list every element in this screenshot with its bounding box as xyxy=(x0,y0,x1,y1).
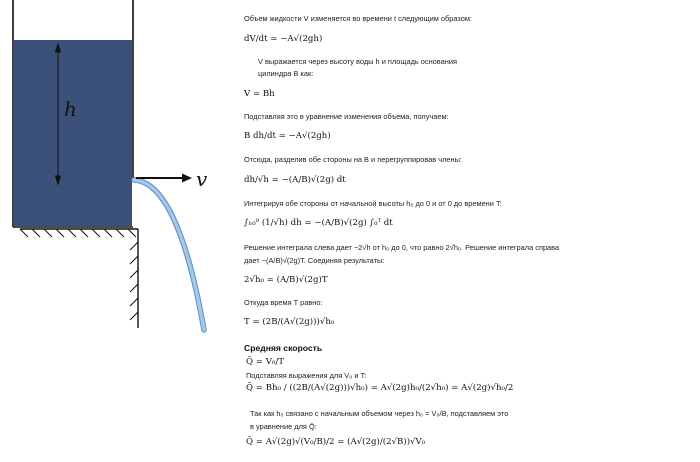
paragraph-9b: в уравнение для Q̄: xyxy=(250,422,317,431)
paragraph-4: Отсюда, разделив обе стороны на B и перегруппировав члены: xyxy=(244,155,462,164)
paragraph-7: Откуда время T равно: xyxy=(244,298,323,307)
height-label: h xyxy=(64,97,77,121)
velocity-label: v xyxy=(196,167,208,191)
section-heading: Средняя скорость xyxy=(244,343,323,353)
paragraph-2b: цилиндра B как: xyxy=(258,69,314,78)
paragraph-6a: Решение интеграла слева дает −2√h от h₀ до 0, что равно 2√h₀. Решение интеграла справа xyxy=(244,243,560,252)
water-stream xyxy=(134,180,204,330)
equation-3: B dh/dt = −A√(2gh) xyxy=(244,131,331,141)
equation-1: dV/dt = −A√(2gh) xyxy=(244,34,323,44)
paragraph-1: Объем жидкости V изменяется во времени t следующим образом: xyxy=(244,14,472,23)
paragraph-2a: V выражается через высоту воды h и площадь основания xyxy=(258,57,457,66)
equation-5: ∫ₕ₀⁰ (1/√h) dh = −(A/B)√(2g) ∫₀ᵀ dt xyxy=(244,218,393,228)
equation-4: dh/√h = −(A/B)√(2g) dt xyxy=(244,175,346,185)
equation-7: T = (2B/(A√(2g)))√h₀ xyxy=(244,317,335,327)
paragraph-9a: Так как h₀ связано с начальным объемом через h₀ = V₀/B, подставляем это xyxy=(250,409,509,418)
paragraph-5: Интегрируя обе стороны от начальной высоты h₀ до 0 и от 0 до времени T: xyxy=(244,199,502,208)
equation-10: Q̄ = A√(2g)√(V₀/B)/2 = (A√(2g)/(2√B))√V₀ xyxy=(246,437,426,447)
equation-6: 2√h₀ = (A/B)√(2g)T xyxy=(244,275,328,285)
equation-2: V = Bh xyxy=(244,89,275,99)
derivation-text xyxy=(236,0,696,462)
tank-figure xyxy=(0,0,230,462)
paragraph-6b: дает −(A/B)√(2g)T. Соединяя результаты: xyxy=(244,256,385,265)
equation-8: Q̄ = V₀/T xyxy=(246,357,284,367)
equation-9: Q̄ = Bh₀ / ((2B/(A√(2g)))√h₀) = A√(2g)h₀/(2√h₀) = A√(2g)√h₀/2 xyxy=(246,383,514,393)
ground-hatching xyxy=(20,229,138,328)
water-column xyxy=(14,40,132,226)
paragraph-8: Подставляя выражения для V₀ и T: xyxy=(246,371,367,380)
paragraph-3: Подставляя это в уравнение изменения объема, получаем: xyxy=(244,112,449,121)
